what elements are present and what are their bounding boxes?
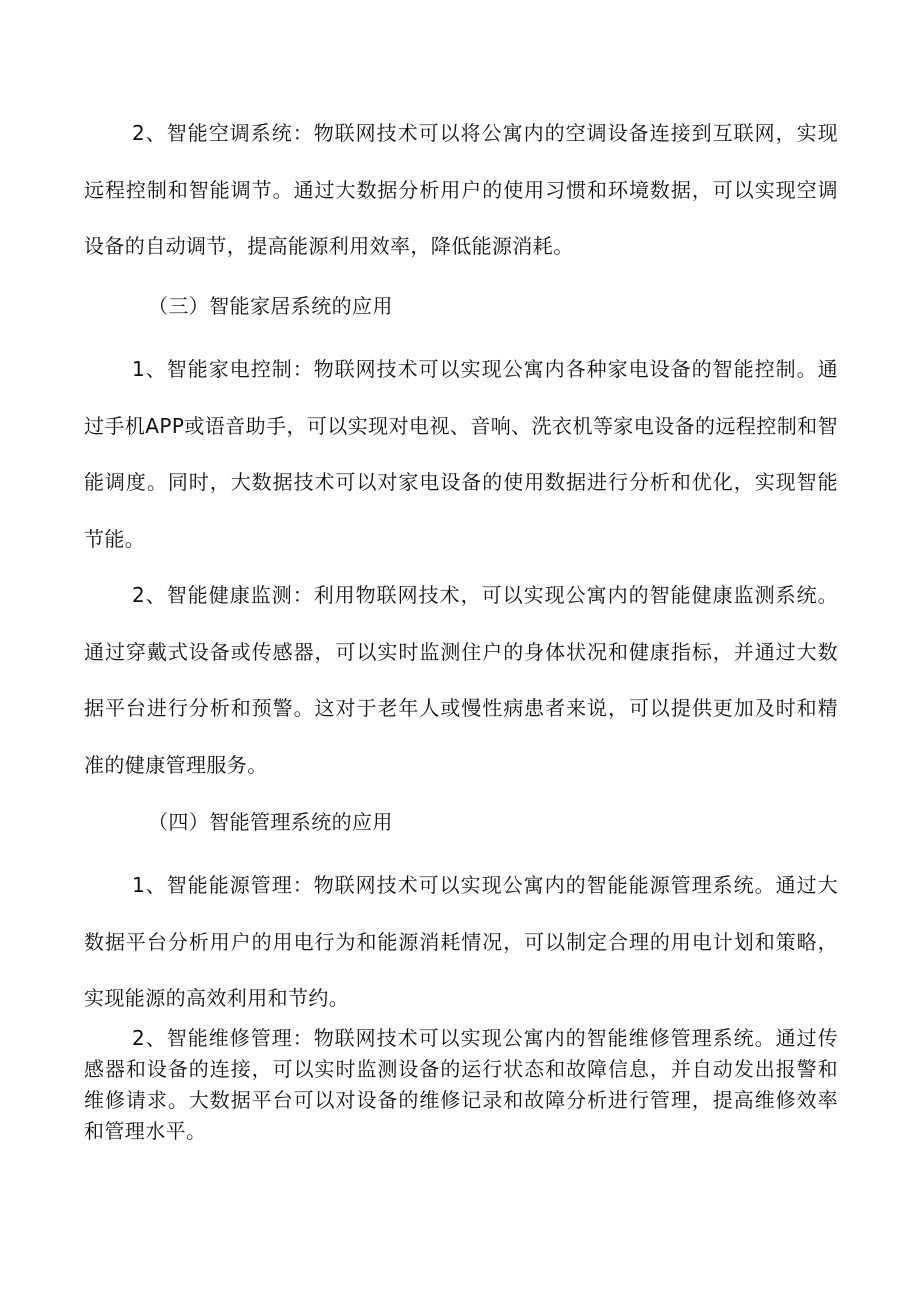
paragraph-smart-health-monitoring: 2、智能健康监测：利用物联网技术，可以实现公寓内的智能健康监测系统。通过穿戴式设备或传感器，可以实时监测住户的身体状况和健康指标，并通过大数据平台进行分析和预警。这对于老年人或慢性病患者来说，可以提供更加及时和精准的健康管理服务。 xyxy=(84,583,838,777)
paragraph-smart-appliance-control: 1、智能家电控制：物联网技术可以实现公寓内各种家电设备的智能控制。通过手机APP或语音助手，可以实现对电视、音响、洗衣机等家电设备的远程控制和智能调度。同时，大数据技术可以对家电设备的使用数据进行分析和优化，实现智能节能。 xyxy=(84,357,838,551)
paragraph-smart-energy-management: 1、智能能源管理：物联网技术可以实现公寓内的智能能源管理系统。通过大数据平台分析用户的用电行为和能源消耗情况，可以制定合理的用电计划和策略，实现能源的高效利用和节约。 xyxy=(84,873,838,1010)
paragraph-smart-air-conditioning: 2、智能空调系统：物联网技术可以将公寓内的空调设备连接到互联网，实现远程控制和智能调节。通过大数据分析用户的使用习惯和环境数据，可以实现空调设备的自动调节，提高能源利用效率，降低能源消耗。 xyxy=(84,121,838,258)
section-heading-smart-home: （三）智能家居系统的应用 xyxy=(148,294,393,318)
section-heading-smart-management: （四）智能管理系统的应用 xyxy=(148,810,393,834)
paragraph-smart-maintenance-management: 2、智能维修管理：物联网技术可以实现公寓内的智能维修管理系统。通过传感器和设备的连接，可以实时监测设备的运行状态和故障信息，并自动发出报警和维修请求。大数据平台可以对设备的维修记录和故障分析进行管理，提高维修效率和管理水平。 xyxy=(84,1026,838,1143)
